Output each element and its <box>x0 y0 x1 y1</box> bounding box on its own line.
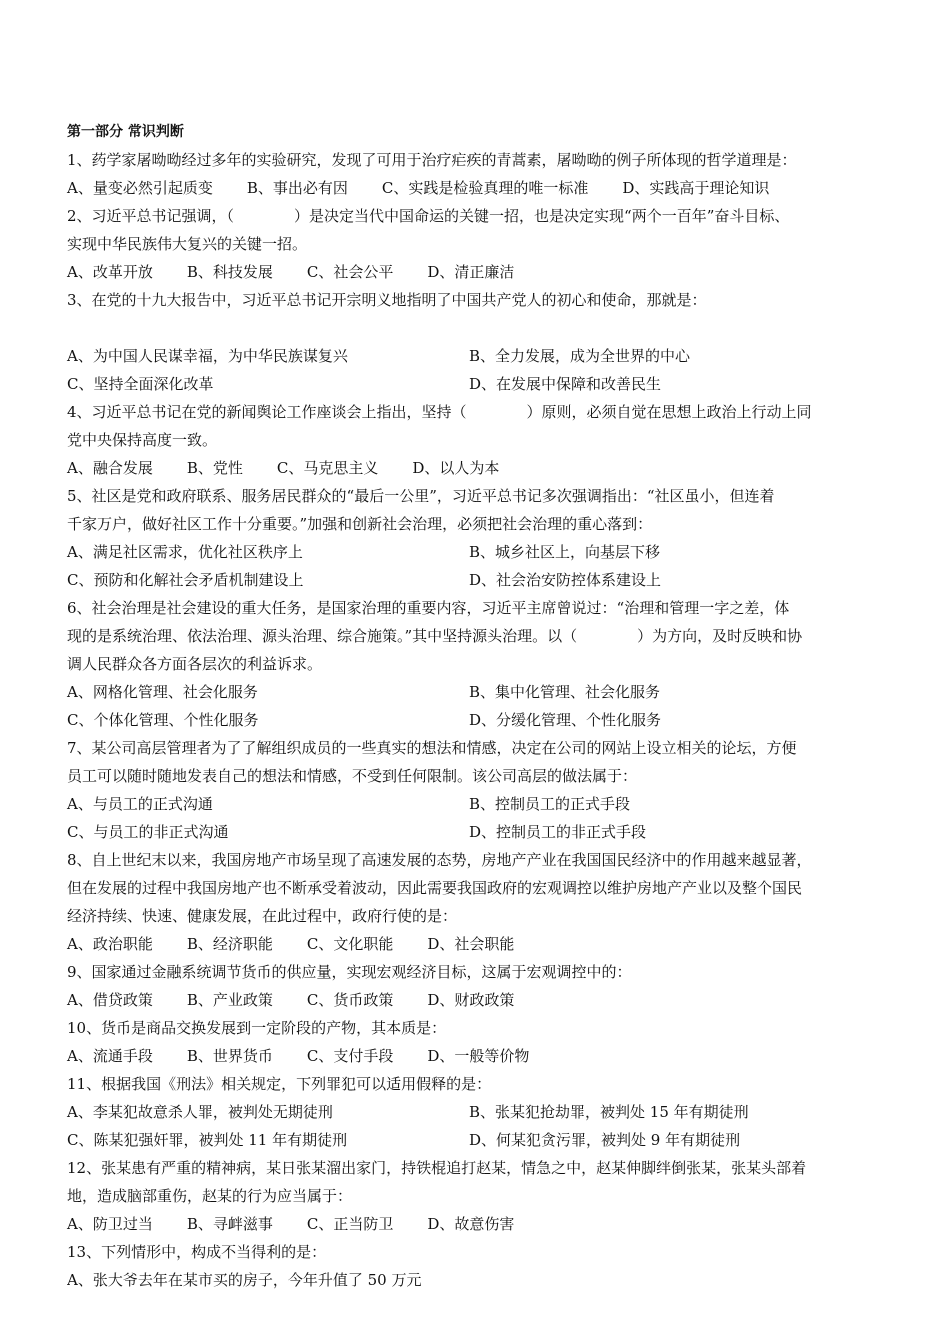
option-c: C、货币政策 <box>306 991 394 1009</box>
question-text: 现的是系统治理、依法治理、源头治理、综合施策。”其中坚持源头治理。以（ ）为方向，及时反映和协 <box>67 627 803 645</box>
question-text: 13、下列情形中，构成不当得利的是： <box>67 1243 327 1261</box>
option-a: A、融合发展 <box>67 459 153 477</box>
option-b: B、全力发展，成为全世界的中心 <box>469 347 691 365</box>
option-b: B、党性 <box>186 459 243 477</box>
option-a: A、李某犯故意杀人罪，被判处无期徒刑 <box>67 1103 333 1121</box>
option-c: C、文化职能 <box>306 935 394 953</box>
option-d: D、实践高于理论知识 <box>622 179 770 197</box>
option-a: A、政治职能 <box>67 935 153 953</box>
question-2 <box>67 202 887 286</box>
blank-line <box>67 314 887 342</box>
options <box>67 174 887 202</box>
option-a: A、借贷政策 <box>67 991 153 1009</box>
question-text: 经济持续、快速、健康发展，在此过程中，政府行使的是： <box>67 907 458 925</box>
option-c: C、个体化管理、个性化服务 <box>67 711 259 729</box>
option-b: B、产业政策 <box>186 991 273 1009</box>
option-b: B、科技发展 <box>186 263 273 281</box>
option-c: C、坚持全面深化改革 <box>67 375 214 393</box>
options <box>67 1210 887 1238</box>
question-text: 3、在党的十九大报告中，习近平总书记开宗明义地指明了中国共产党人的初心和使命，那就是： <box>67 291 707 309</box>
option-b: B、控制员工的正式手段 <box>469 795 631 813</box>
question-12 <box>67 1154 887 1238</box>
question-text: 9、国家通过金融系统调节货币的供应量，实现宏观经济目标，这属于宏观调控中的： <box>67 963 632 981</box>
document-page <box>67 118 887 1294</box>
option-b: B、集中化管理、社会化服务 <box>469 683 661 701</box>
option-b: B、经济职能 <box>186 935 273 953</box>
options <box>67 1098 887 1154</box>
option-d: D、何某犯贪污罪，被判处 9 年有期徒刑 <box>469 1131 741 1149</box>
option-b: B、寻衅滋事 <box>186 1215 273 1233</box>
options <box>67 342 887 398</box>
options <box>67 1042 887 1070</box>
option-d: D、财政政策 <box>427 991 515 1009</box>
question-text: 5、社区是党和政府联系、服务居民群众的“最后一公里”，习近平总书记多次强调指出：“社区虽小，但连着 <box>67 487 775 505</box>
option-b: B、事出必有因 <box>246 179 348 197</box>
question-text: 实现中华民族伟大复兴的关键一招。 <box>67 235 308 253</box>
question-text: 千家万户，做好社区工作十分重要。”加强和创新社会治理，必须把社会治理的重心落到： <box>67 515 653 533</box>
question-text: 但在发展的过程中我国房地产也不断承受着波动，因此需要我国政府的宏观调控以维护房地产产业以及整个国民 <box>67 879 803 897</box>
question-text: 2、习近平总书记强调，（ ）是决定当代中国命运的关键一招，也是决定实现“两个一百年”奋斗目标、 <box>67 207 790 225</box>
question-1 <box>67 146 887 202</box>
question-text: 8、自上世纪末以来，我国房地产市场呈现了高速发展的态势，房地产产业在我国国民经济中的作用越来越显著， <box>67 851 812 869</box>
question-7 <box>67 734 887 846</box>
question-8 <box>67 846 887 958</box>
section-title: 第一部分 常识判断 <box>67 124 184 140</box>
question-5 <box>67 482 887 594</box>
option-d: D、社会职能 <box>427 935 515 953</box>
options <box>67 790 887 846</box>
option-c: C、正当防卫 <box>306 1215 394 1233</box>
options <box>67 538 887 594</box>
option-a: A、防卫过当 <box>67 1215 153 1233</box>
option-d: D、故意伤害 <box>427 1215 515 1233</box>
option-c: C、社会公平 <box>306 263 394 281</box>
option-c: C、预防和化解社会矛盾机制建设上 <box>67 571 304 589</box>
options <box>67 678 887 734</box>
option-c: C、马克思主义 <box>276 459 379 477</box>
question-text: 10、货币是商品交换发展到一定阶段的产物，其本质是： <box>67 1019 447 1037</box>
question-text: 4、习近平总书记在党的新闻舆论工作座谈会上指出，坚持（ ）原则，必须自觉在思想上政治上行动上同 <box>67 403 812 421</box>
question-text: 地，造成脑部重伤，赵某的行为应当属于： <box>67 1187 353 1205</box>
option-c: C、实践是检验真理的唯一标准 <box>381 179 589 197</box>
question-text: 11、根据我国《刑法》相关规定，下列罪犯可以适用假释的是： <box>67 1075 492 1093</box>
question-text: 6、社会治理是社会建设的重大任务，是国家治理的重要内容，习近平主席曾说过：“治理和管理一字之差，体 <box>67 599 790 617</box>
option-b: B、张某犯抢劫罪，被判处 15 年有期徒刑 <box>469 1103 749 1121</box>
question-text: 7、某公司高层管理者为了了解组织成员的一些真实的想法和情感，决定在公司的网站上设立相关的论坛，方便 <box>67 739 797 757</box>
option-d: D、社会治安防控体系建设上 <box>469 571 662 589</box>
option-d: D、一般等价物 <box>427 1047 530 1065</box>
question-text: 12、张某患有严重的精神病，某日张某溜出家门，持铁棍追打赵某，情急之中，赵某伸脚绊倒张某，张某头部着 <box>67 1159 807 1177</box>
option-c: C、与员工的非正式沟通 <box>67 823 229 841</box>
options <box>67 454 887 482</box>
question-text: 调人民群众各方面各层次的利益诉求。 <box>67 655 323 673</box>
option-a: A、流通手段 <box>67 1047 153 1065</box>
question-4 <box>67 398 887 482</box>
question-text: 党中央保持高度一致。 <box>67 431 218 449</box>
question-10 <box>67 1014 887 1070</box>
option-d: D、以人为本 <box>412 459 500 477</box>
option-a: A、与员工的正式沟通 <box>67 795 213 813</box>
question-text: 1、药学家屠呦呦经过多年的实验研究，发现了可用于治疗疟疾的青蒿素，屠呦呦的例子所体现的哲学道理是： <box>67 151 797 169</box>
option-c: C、陈某犯强奸罪，被判处 11 年有期徒刑 <box>67 1131 348 1149</box>
option-a: A、为中国人民谋幸福，为中华民族谋复兴 <box>67 347 348 365</box>
options <box>67 258 887 286</box>
option-a: A、张大爷去年在某市买的房子，今年升值了 50 万元 <box>67 1271 422 1289</box>
question-3 <box>67 286 887 398</box>
option-c: C、支付手段 <box>306 1047 394 1065</box>
option-b: B、世界货币 <box>186 1047 273 1065</box>
question-11 <box>67 1070 887 1154</box>
option-a: A、量变必然引起质变 <box>67 179 213 197</box>
options <box>67 930 887 958</box>
question-13 <box>67 1238 887 1294</box>
option-d: D、分缓化管理、个性化服务 <box>469 711 662 729</box>
option-d: D、在发展中保障和改善民生 <box>469 375 662 393</box>
question-9 <box>67 958 887 1014</box>
option-a: A、改革开放 <box>67 263 153 281</box>
option-a: A、满足社区需求，优化社区秩序上 <box>67 543 303 561</box>
option-a: A、网格化管理、社会化服务 <box>67 683 258 701</box>
question-6 <box>67 594 887 734</box>
options <box>67 986 887 1014</box>
option-b: B、城乡社区上，向基层下移 <box>469 543 661 561</box>
option-d: D、清正廉洁 <box>427 263 515 281</box>
question-text: 员工可以随时随地发表自己的想法和情感，不受到任何限制。该公司高层的做法属于： <box>67 767 638 785</box>
option-d: D、控制员工的非正式手段 <box>469 823 647 841</box>
